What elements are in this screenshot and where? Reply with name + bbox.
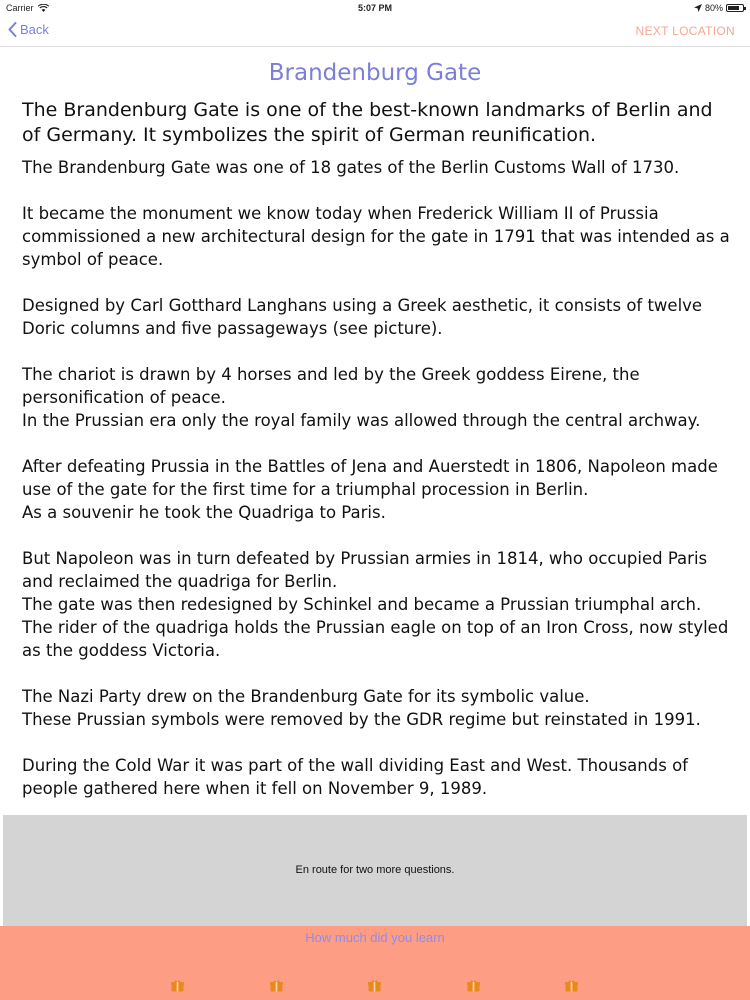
gift-box-icon[interactable] [565, 980, 578, 992]
body-text: The Brandenburg Gate was one of 18 gates of the Berlin Customs Wall of 1730. It became the monument we know today when Frederick William II of Prussia commissioned a new architectural design for the gate in 1791 that was intended as a symbol of peace. Designed by Carl Gotthard Langhans using a Greek aesthetic, it consists of twelve Doric columns and five passageways (see picture). The chariot is drawn by 4 horses and led by the Greek goddess Eirene, the personification of peace. In the Prussian era only the royal family was allowed through the central archway. After defeating Prussia in the Battles of Jena and Auerstedt in 1806, Napoleon made use of the gate for the first time for a triumphal procession in Berlin. As a souvenir he took the Quadriga to Paris. But Napoleon was in turn defeated by Prussian armies in 1814, who occupied Paris and reclaimed the quadriga for Berlin. The gate was then redesigned by Schinkel and became a Prussian triumphal arch. The rider of the quadriga holds the Prussian eagle on top of an Iron Cross, now styled as the goddess Victoria. The Nazi Party drew on the Brandenburg Gate for its symbolic value. These Prussian symbols were removed by the GDR regime but reinstated in 1991. During the Cold War it was part of the wall dividing East and West. Thousands of people gathered here when it fell on November 9, 1989. [22, 158, 730, 798]
battery-icon [726, 4, 744, 12]
back-label: Back [20, 22, 49, 37]
back-button[interactable] [8, 22, 49, 37]
learn-question[interactable]: How much did you learn [305, 930, 445, 945]
status-time: 5:07 PM [357, 3, 392, 13]
quiz-message: En route for two more questions. [295, 864, 455, 876]
rating-row [0, 980, 750, 994]
quiz-panel [3, 815, 747, 926]
carrier-label: Carrier [6, 3, 34, 13]
gift-box-icon[interactable] [467, 980, 480, 992]
status-bar [0, 0, 750, 16]
page-title: Brandenburg Gate [268, 60, 482, 86]
gift-box-icon[interactable] [368, 980, 381, 992]
learn-panel [0, 926, 750, 1000]
next-location-button[interactable]: NEXT LOCATION [635, 24, 735, 38]
intro-paragraph: The Brandenburg Gate is one of the best-known landmarks of Berlin and of Germany. It symbolizes the spirit of German reunification. [22, 99, 713, 146]
location-arrow-icon [694, 4, 702, 12]
gift-box-icon[interactable] [171, 980, 184, 992]
chevron-left-icon [8, 22, 17, 37]
status-right [694, 3, 744, 13]
battery-level-fill [728, 6, 739, 10]
gift-box-icon[interactable] [270, 980, 283, 992]
navigation-bar [0, 16, 750, 47]
battery-percent: 80% [704, 3, 723, 13]
